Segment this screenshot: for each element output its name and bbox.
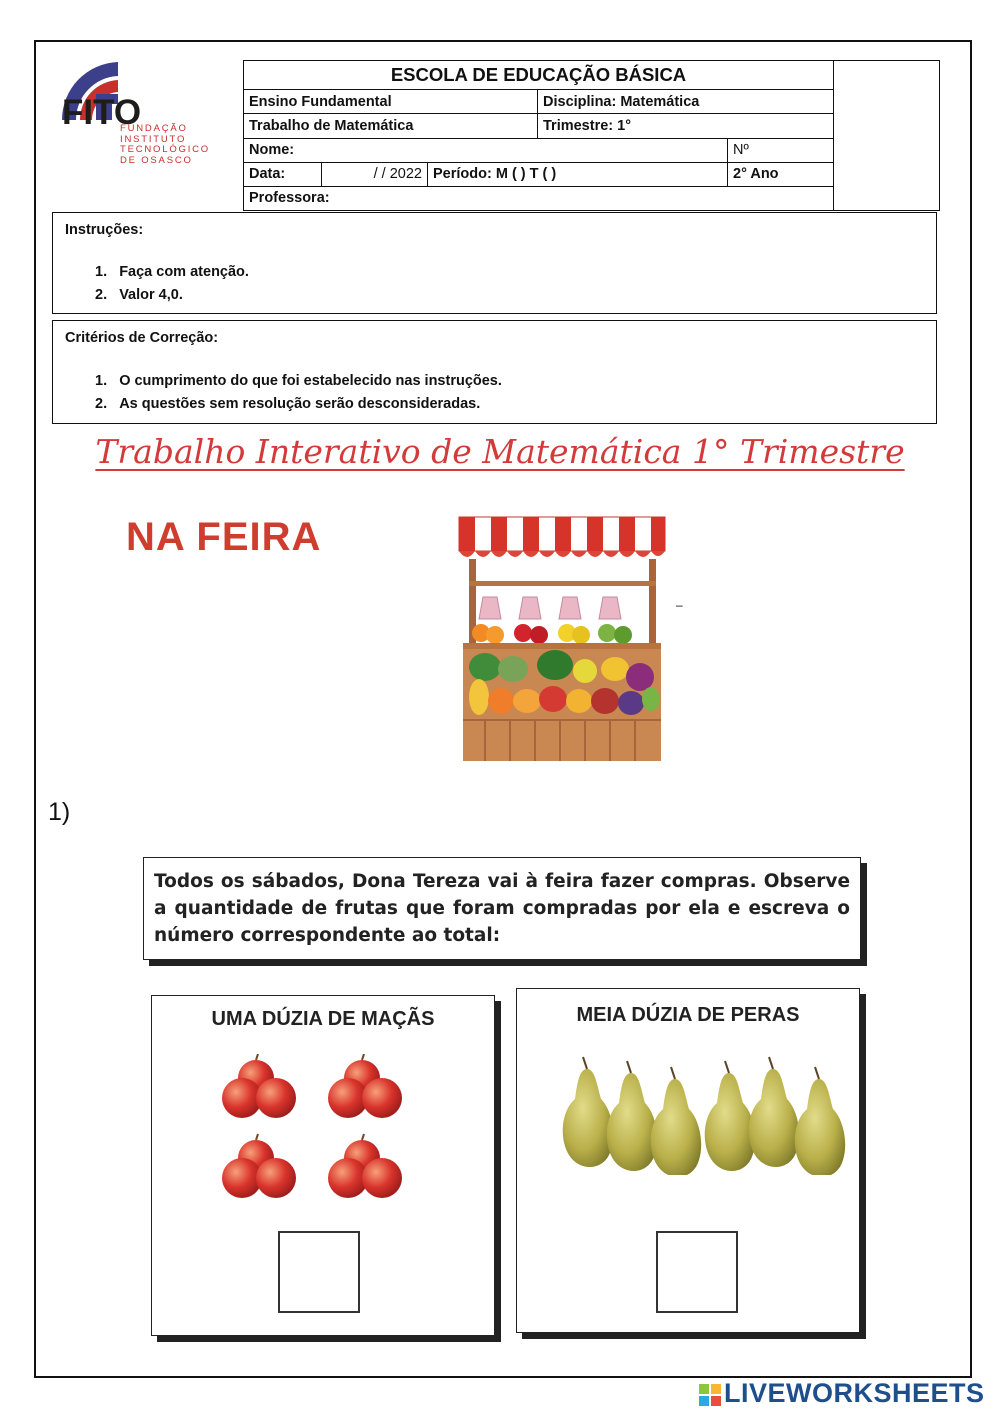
list-item: 1. O cumprimento do que foi estabelecido nas instruções. (95, 373, 502, 389)
pears-answer-input[interactable] (656, 1231, 738, 1313)
banner-title: NA FEIRA (126, 515, 322, 559)
level-cell: Ensino Fundamental (244, 90, 538, 114)
criteria-text: As questões sem resolução serão desconsideradas. (119, 396, 481, 412)
list-item: 2. Valor 4,0. (95, 287, 183, 303)
logo-subtitle-line: FUNDAÇÃO (120, 123, 188, 134)
criteria-box (52, 320, 937, 424)
apples-answer-input[interactable] (278, 1231, 360, 1313)
apples-card-title: UMA DÚZIA DE MAÇÃS (211, 1008, 435, 1030)
question-number: 1) (48, 798, 71, 826)
worksheet-title-text: Trabalho Interativo de Matemática 1° Trimestre (95, 432, 905, 471)
grade-cell (834, 61, 940, 211)
name-field[interactable]: Nome: (244, 138, 728, 162)
pears-card-title: MEIA DÚZIA DE PERAS (576, 1004, 800, 1026)
worksheet-title (0, 432, 1000, 471)
market-stall-icon (455, 515, 670, 763)
subject-cell: Disciplina: Matemática (538, 90, 834, 114)
grade-label: 2° Ano (728, 162, 834, 186)
question-prompt: Todos os sábados, Dona Tereza vai à feira fazer compras. Observe a quantidade de frutas que foram compradas por ela e escreva o número correspondente ao total: (143, 857, 861, 960)
apples-icon (220, 1054, 430, 1214)
criteria-text: O cumprimento do que foi estabelecido nas instruções. (119, 373, 502, 389)
logo-name: FITO (62, 93, 142, 132)
brand-logo-icon (699, 1384, 721, 1406)
logo-subtitle-line: INSTITUTO (120, 133, 187, 145)
date-field[interactable]: / / 2022 (322, 162, 428, 186)
instruction-text: Faça com atenção. (119, 264, 249, 280)
period-field[interactable]: Período: M ( ) T ( ) (428, 162, 728, 186)
date-label: Data: (244, 162, 322, 186)
number-field[interactable]: Nº (728, 138, 834, 162)
work-cell: Trabalho de Matemática (244, 114, 538, 138)
instruction-text: Valor 4,0. (119, 287, 183, 303)
pears-icon (557, 1055, 847, 1175)
logo-subtitle-line: DE OSASCO (120, 154, 193, 166)
instructions-title: Instruções: (65, 222, 144, 238)
instructions-box (52, 212, 937, 314)
header-table (243, 60, 940, 211)
criteria-title: Critérios de Correção: (65, 330, 219, 346)
logo-subtitle-line: TECNOLÓGICO (120, 144, 211, 155)
logo-subtitle (120, 124, 210, 166)
list-item: 2. As questões sem resolução serão desconsideradas. (95, 396, 481, 412)
school-name: ESCOLA DE EDUCAÇÃO BÁSICA (244, 61, 834, 90)
apples-card (151, 995, 495, 1336)
trimester-cell: Trimestre: 1° (538, 114, 834, 138)
brand-name[interactable]: LIVEWORKSHEETS (724, 1378, 985, 1408)
list-item: 1. Faça com atenção. (95, 264, 249, 280)
stall-mark: – (676, 598, 683, 612)
teacher-field[interactable]: Professora: (244, 186, 834, 210)
pears-card (516, 988, 860, 1333)
